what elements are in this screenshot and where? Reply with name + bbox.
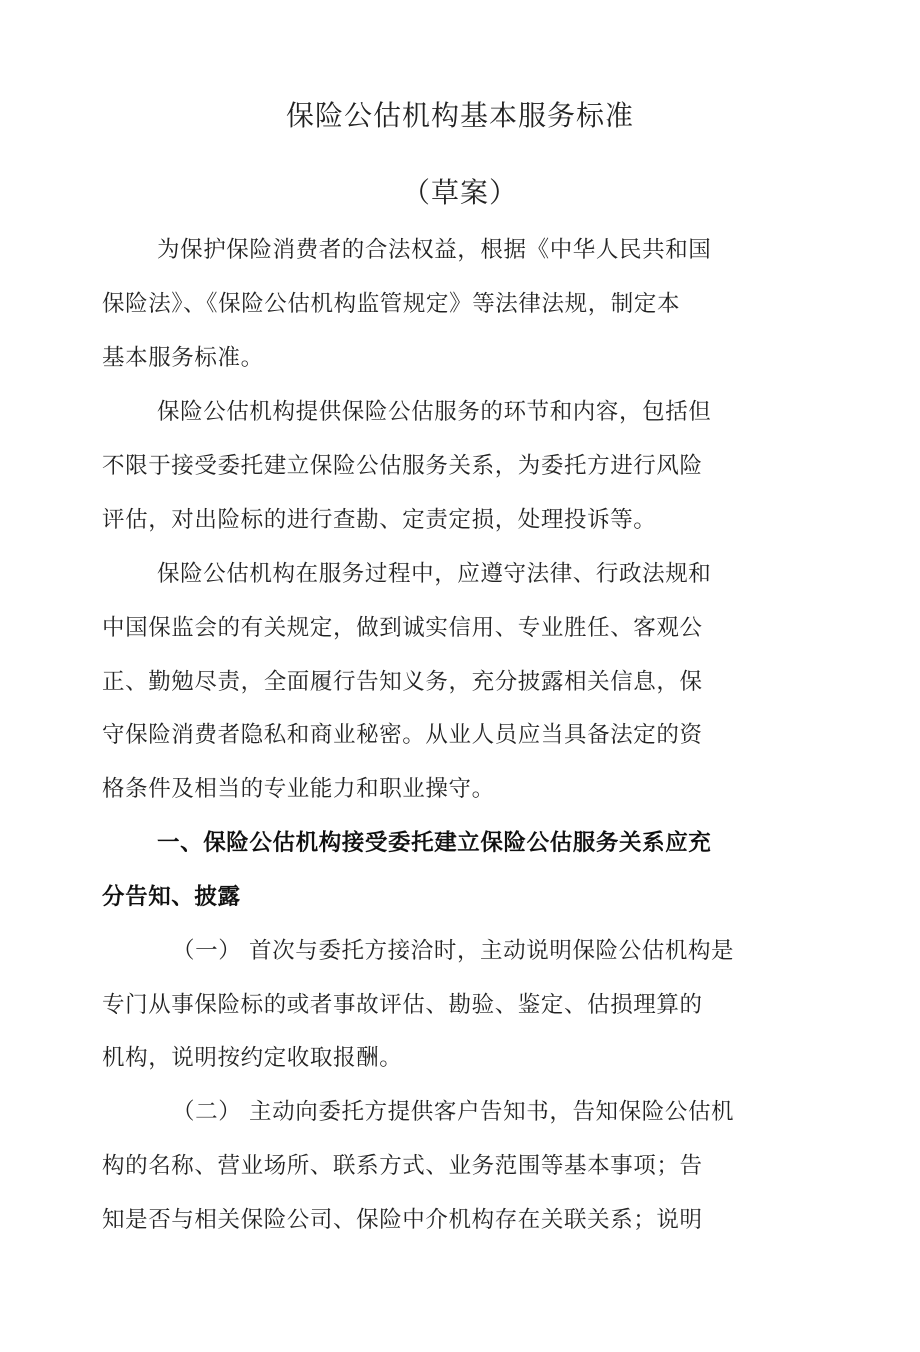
paragraph-line: 保险公估机构提供保险公估服务的环节和内容，包括但 <box>157 399 712 425</box>
section-heading-line: 分告知、披露 <box>102 884 241 910</box>
document-subtitle: （草案） <box>401 176 518 209</box>
paragraph-line: 评估，对出险标的进行查勘、定责定损，处理投诉等。 <box>102 507 657 533</box>
paragraph-line: 机构，说明按约定收取报酬。 <box>102 1045 403 1071</box>
paragraph-line: 正、勤勉尽责，全面履行告知义务，充分披露相关信息，保 <box>102 669 703 695</box>
paragraph-line: 基本服务标准。 <box>102 345 264 371</box>
paragraph-line: 专门从事保险标的或者事故评估、勘验、鉴定、估损理算的 <box>102 992 703 1018</box>
paragraph-line: 中国保监会的有关规定，做到诚实信用、专业胜任、客观公 <box>102 615 703 641</box>
paragraph-line: 为保护保险消费者的合法权益，根据《中华人民共和国 <box>157 237 712 263</box>
paragraph-line: 保险公估机构在服务过程中，应遵守法律、行政法规和 <box>157 561 712 587</box>
paragraph-line: 知是否与相关保险公司、保险中介机构存在关联关系；说明 <box>102 1207 703 1233</box>
paragraph-line: 不限于接受委托建立保险公估服务关系，为委托方进行风险 <box>102 453 703 479</box>
paragraph-line: 构的名称、营业场所、联系方式、业务范围等基本事项；告 <box>102 1153 703 1179</box>
paragraph-line: 守保险消费者隐私和商业秘密。从业人员应当具备法定的资 <box>102 722 703 748</box>
paragraph-line: 保险法》、《保险公估机构监管规定》等法律法规，制定本 <box>102 291 681 317</box>
paragraph-line: （二） 主动向委托方提供客户告知书，告知保险公估机 <box>172 1099 735 1125</box>
paragraph-line: （一） 首次与委托方接洽时，主动说明保险公估机构是 <box>172 938 735 964</box>
section-heading-line: 一、保险公估机构接受委托建立保险公估服务关系应充 <box>157 830 712 856</box>
document-title: 保险公估机构基本服务标准 <box>285 99 634 132</box>
paragraph-line: 格条件及相当的专业能力和职业操守。 <box>102 776 495 802</box>
